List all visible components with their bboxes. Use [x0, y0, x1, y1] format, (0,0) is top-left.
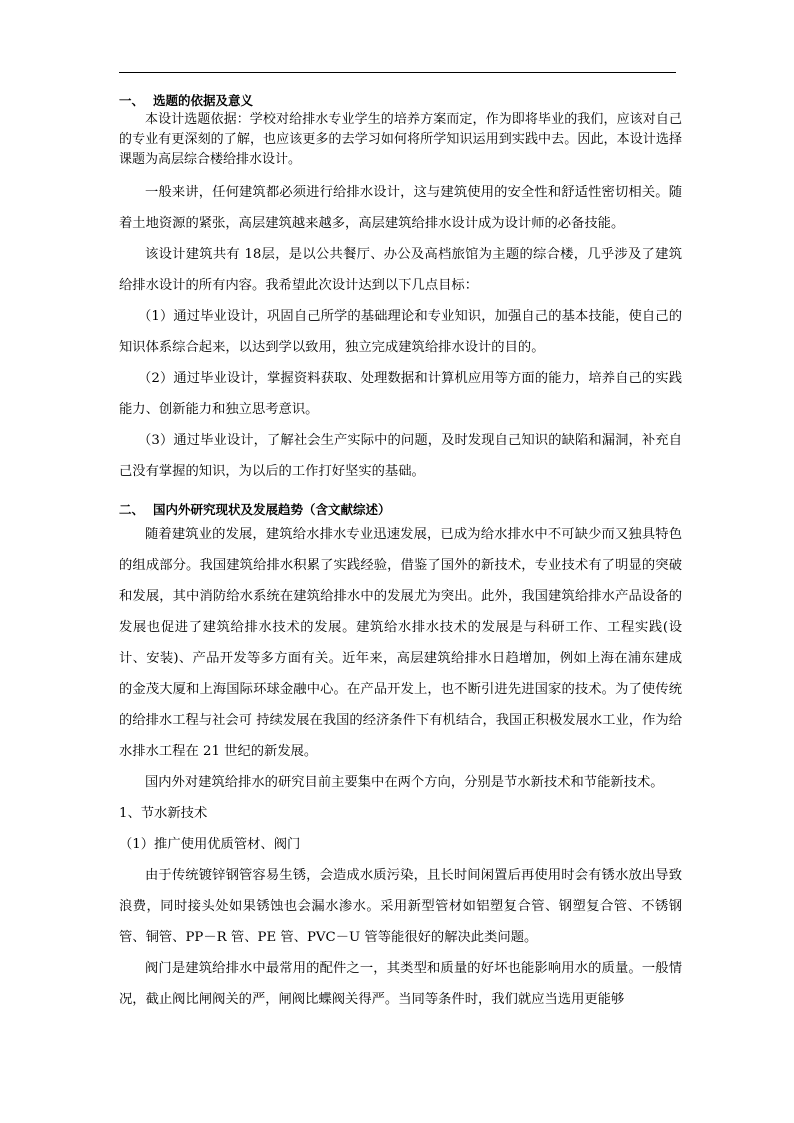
section-1-title: 选题的依据及意义 — [153, 93, 254, 108]
document-body — [119, 92, 682, 1015]
section-1-paragraph: 本设计选题依据：学校对给排水专业学生的培养方案而定，作为即将毕业的我们，应该对自己的专业有更深刻的了解，也应该更多的去学习如何将所学知识运用到实践中去。因此，本设计选择课题为高层综合楼给排水设计。 — [119, 112, 682, 167]
goal-item: （2）通过毕业设计，掌握资料获取、处理数据和计算机应用等方面的能力，培养自己的实践能力、创新能力和独立思考意识。 — [119, 371, 682, 417]
section-1-number: 一、 — [119, 93, 145, 108]
section-1-paragraph: 一般来讲，任何建筑都必须进行给排水设计，这与建筑使用的安全性和舒适性密切相关。随着土地资源的紧张，高层建筑越来越多，高层建筑给排水设计成为设计师的必备技能。 — [119, 185, 682, 231]
section-1-heading — [119, 92, 682, 110]
subheading-water-saving: 1、节水新技术 — [119, 806, 208, 821]
header-rule — [119, 72, 676, 73]
section-2-paragraph: 随着建筑业的发展，建筑给水排水专业迅速发展，已成为给水排水中不可缺少而又独具特色的组成部分。我国建筑给排水积累了实践经验，借鉴了国外的新技术，专业技术有了明显的突破和发展，其中消防给水系统在建筑给排水中的发展尤为突出。此外，我国建筑给排水产品设备的发展也促进了建筑给排水技术的发展。建筑给水排水技术的发展是与科研工作、工程实践(设计、安装)、产品开发等多方面有关。近年来，高层建筑给排水日趋增加，例如上海在浦东建成的金茂大厦和上海国际环球金融中心。在产品开发上，也不断引进先进国家的技术。为了使传统的给排水工程与社会可 持续发展在我国的经济条件下有机结合，我国正积极发展水工业，作为给水排水工程在 21 世纪的新发展。 — [119, 527, 682, 759]
section-1-paragraph: 该设计建筑共有 18层，是以公共餐厅、办公及高档旅馆为主题的综合楼，几乎涉及了建筑给排水设计的所有内容。我希望此次设计达到以下几点目标： — [119, 247, 682, 293]
section-2-paragraph: 由于传统镀锌钢管容易生锈，会造成水质污染，且长时间闲置后再使用时会有锈水放出导致浪费，同时接头处如果锈蚀也会漏水渗水。采用新型管材如铝塑复合管、钢塑复合管、不锈钢管、铜管、PP－R 管、PE 管、PVC－U 管等能很好的解决此类问题。 — [119, 868, 682, 945]
section-2-number: 二、 — [119, 502, 145, 517]
section-2-title: 国内外研究现状及发展趋势（含文献综述） — [153, 502, 391, 517]
goal-item: （1）通过毕业设计，巩固自己所学的基础理论和专业知识，加强自己的基本技能，使自己的知识体系综合起来，以达到学以致用，独立完成建筑给排水设计的目的。 — [119, 309, 682, 355]
section-2-heading — [119, 501, 682, 519]
section-2-paragraph: 国内外对建筑给排水的研究目前主要集中在两个方向，分别是节水新技术和节能新技术。 — [145, 775, 664, 790]
goal-item: （3）通过毕业设计，了解社会生产实际中的问题，及时发现自己知识的缺陷和漏洞，补充自己没有掌握的知识，为以后的工作打好坚实的基础。 — [119, 433, 682, 479]
subheading-pipes-valves: （1）推广使用优质管材、阀门 — [119, 837, 301, 852]
section-2-paragraph: 阀门是建筑给排水中最常用的配件之一，其类型和质量的好坏也能影响用水的质量。一般情况，截止阀比闸阀关的严，闸阀比蝶阀关得严。当同等条件时，我们就应当选用更能够 — [119, 961, 682, 1007]
